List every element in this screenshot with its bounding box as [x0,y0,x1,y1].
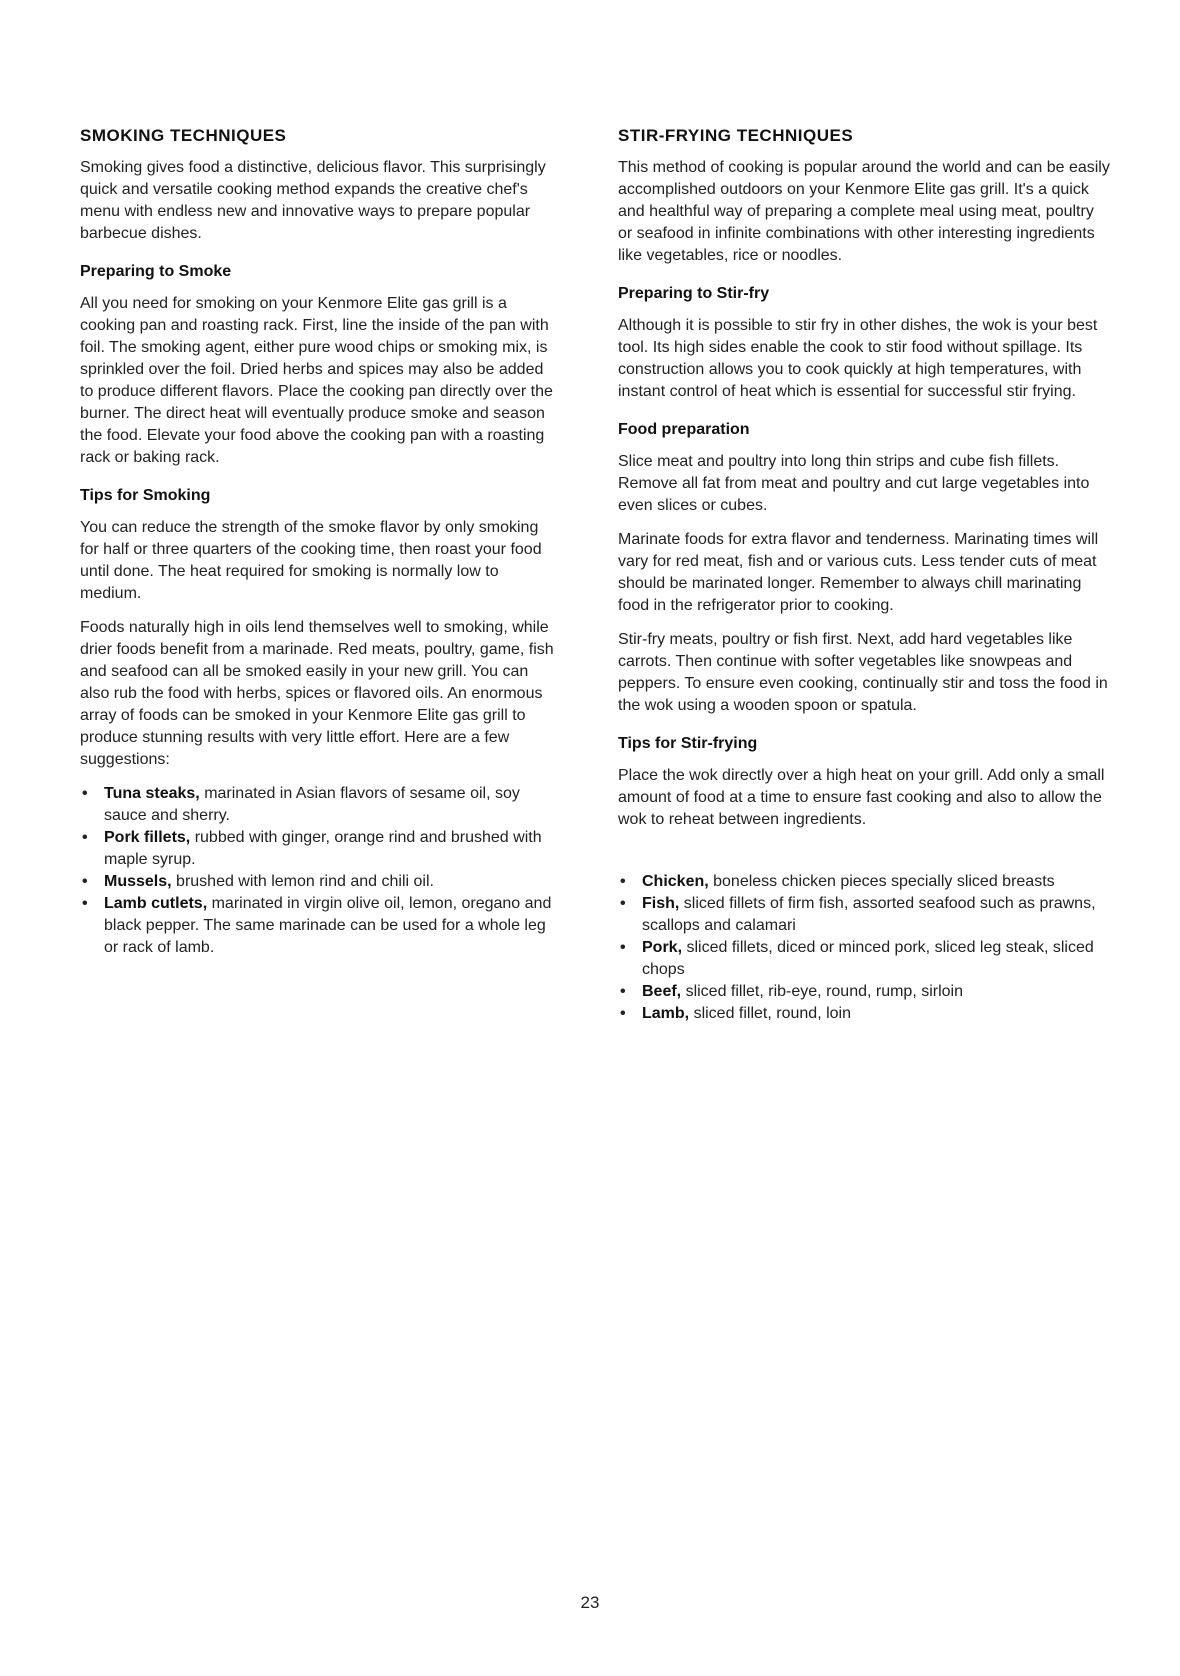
list-item-text: sliced fillet, round, loin [689,1005,851,1022]
list-item-name: Beef, [642,983,682,1000]
list-item: • Pork, sliced fillets, diced or minced pork, sliced leg steak, sliced chops [620,939,1094,978]
smoking-intro: Smoking gives food a distinctive, delicious flavor. This surprisingly quick and versatile cooking method expands the creative chef's menu with endless new and innovative ways to prepare popular barbecue dishes. [80,159,546,242]
list-item: • Beef, sliced fillet, rib-eye, round, rump, sirloin [620,983,964,1000]
list-item: • Mussels, brushed with lemon rind and chili oil. [82,873,434,890]
list-item: • Chicken, boneless chicken pieces specially sliced breasts [620,873,1055,890]
tips-for-smoking-p2: Foods naturally high in oils lend themselves well to smoking, while drier foods benefit from a marinade. Red meats, poultry, game, fish and seafood can all be smoked easily in your new grill. You can also rub the food with herbs, spices or flavored oils. An enormous array of foods can be smoked in your Kenmore Elite gas grill to produce stunning results with very little effort. Here are a few suggestions: [80,619,554,768]
list-item-name: Lamb, [642,1005,690,1022]
list-item-name: Pork, [642,939,683,956]
list-item: • Pork fillets, rubbed with ginger, orange rind and brushed with maple syrup. [82,829,542,868]
food-preparation-heading: Food preparation [618,421,750,438]
list-item-text: marinated in virgin olive oil, lemon, oregano and black pepper. The same marinade can be used for a whole leg or rack of lamb. [104,895,552,956]
preparing-to-stir-fry-heading: Preparing to Stir-fry [618,285,770,302]
tips-for-smoking-heading: Tips for Smoking [80,487,211,504]
list-item-name: Pork fillets, [104,829,191,846]
page-number: 23 [580,1593,600,1612]
list-item: • Lamb, sliced fillet, round, loin [620,1005,851,1022]
preparing-to-smoke-heading: Preparing to Smoke [80,263,232,280]
list-item-text: sliced fillet, rib-eye, round, rump, sirloin [681,983,964,1000]
preparing-to-smoke-text: All you need for smoking on your Kenmore Elite gas grill is a cooking pan and roasting rack. First, line the inside of the pan with foil. The smoking agent, either pure wood chips or smoking mix, is sprinkled over the foil. Dried herbs and spices may also be added to produce different flavors. Place the cooking pan directly over the burner. The direct heat will eventually produce smoke and season the food. Elevate your food above the cooking pan with a roasting rack or baking rack. [80,295,553,466]
list-item-text: marinated in Asian flavors of sesame oil, soy sauce and sherry. [104,785,520,824]
list-item-text: sliced fillets, diced or minced pork, sliced leg steak, sliced chops [642,939,1094,978]
list-item-text: boneless chicken pieces specially sliced breasts [708,873,1055,890]
food-preparation-p1: Slice meat and poultry into long thin strips and cube fish fillets. Remove all fat from meat and poultry and cut large vegetables into even slices or cubes. [618,453,1090,514]
list-item-text: sliced fillets of firm fish, assorted seafood such as prawns, scallops and calamari [642,895,1096,934]
food-preparation-p3: Stir-fry meats, poultry or fish first. Next, add hard vegetables like carrots. Then continue with softer vegetables like snowpeas and peppers. To ensure even cooking, continually stir and toss the food in the wok using a wooden spoon or spatula. [618,631,1108,714]
list-item-name: Mussels, [104,873,172,890]
tips-for-stir-frying-heading: Tips for Stir-frying [618,735,758,752]
smoking-suggestions-list [80,783,560,959]
smoking-techniques-title: SMOKING TECHNIQUES [80,126,287,145]
tips-for-smoking-p1: You can reduce the strength of the smoke flavor by only smoking for half or three quarters of the cooking time, then roast your food until done. The heat required for smoking is normally low to medium. [80,519,542,602]
list-item: • Lamb cutlets, marinated in virgin olive oil, lemon, oregano and black pepper. The same marinade can be used for a whole leg or rack of lamb. [82,895,552,956]
preparing-to-stir-fry-text: Although it is possible to stir fry in other dishes, the wok is your best tool. Its high sides enable the cook to stir food without spillage. Its construction allows you to cook quickly at high temperatures, with instant control of heat which is essential for successful stir frying. [618,317,1098,400]
list-item-text: rubbed with ginger, orange rind and brushed with maple syrup. [104,829,542,868]
food-preparation-p2: Marinate foods for extra flavor and tenderness. Marinating times will vary for red meat, fish and or various cuts. Less tender cuts of meat should be marinated longer. Remember to always chill marinating food in the refrigerator prior to cooking. [618,531,1099,614]
list-item-name: Tuna steaks, [104,785,200,802]
stir-frying-intro: This method of cooking is popular around the world and can be easily accomplished outdoors on your Kenmore Elite gas grill. It's a quick and healthful way of preparing a complete meal using meat, poultry or seafood in infinite combinations with other interesting ingredients like vegetables, rice or noodles. [618,159,1110,264]
list-item-name: Lamb cutlets, [104,895,208,912]
stir-frying-techniques-title: STIR-FRYING TECHNIQUES [618,126,854,145]
right-column [618,126,1110,1025]
list-item-name: Fish, [642,895,680,912]
list-item-text: brushed with lemon rind and chili oil. [171,873,434,890]
list-item: • Tuna steaks, marinated in Asian flavors of sesame oil, soy sauce and sherry. [82,785,520,824]
stir-fry-meats-list [618,871,1110,1025]
list-item-name: Chicken, [642,873,709,890]
list-item: • Fish, sliced fillets of firm fish, assorted seafood such as prawns, scallops and calamari [620,895,1096,934]
tips-for-stir-frying-text: Place the wok directly over a high heat on your grill. Add only a small amount of food at a time to ensure fast cooking and also to allow the wok to reheat between ingredients. [618,767,1105,828]
left-column [80,126,560,959]
